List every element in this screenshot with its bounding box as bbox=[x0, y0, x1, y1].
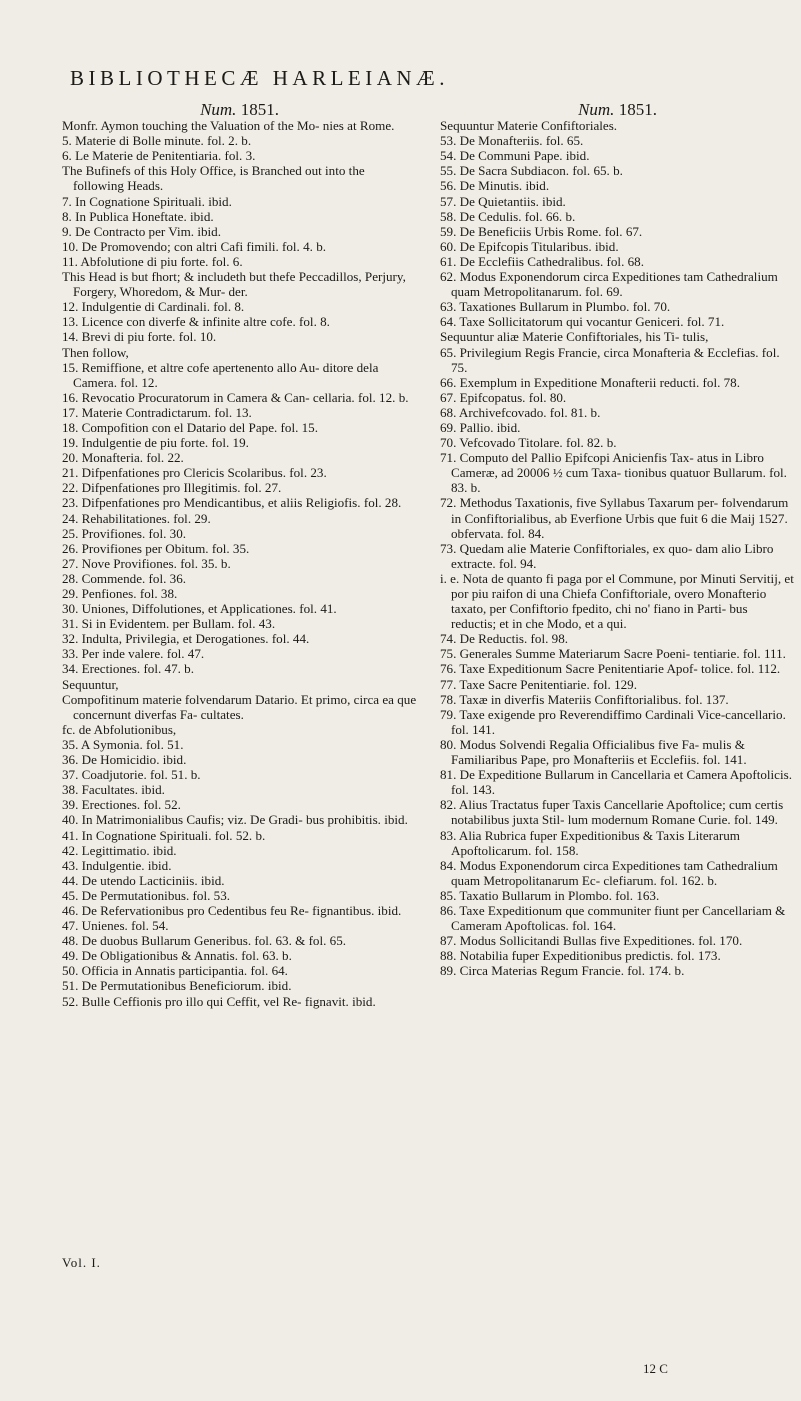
list-item: 64. Taxe Sollicitatorum qui vocantur Geniceri. fol. 71. bbox=[440, 314, 725, 330]
list-item: 13. Licence con diverfe & infinite altre cofe. fol. 8. bbox=[62, 314, 330, 330]
list-item: 81. De Expeditione Bullarum in Cancellaria et Camera Apoftolicis. fol. 143. bbox=[440, 767, 792, 798]
list-item: 5. Materie di Bolle minute. fol. 2. b. bbox=[62, 133, 252, 149]
list-item: 35. A Symonia. fol. 51. bbox=[62, 736, 184, 752]
list-item: 62. Modus Exponendorum circa Expeditiones tam Cathedralium quam Metropolitanarum. fol. 69. bbox=[440, 269, 778, 300]
list-item: 23. Difpenfationes pro Mendicantibus, et aliis Religiofis. fol. 28. bbox=[62, 495, 402, 511]
list-item: 67. Epifcopatus. fol. 80. bbox=[440, 389, 567, 405]
list-item: 27. Nove Provifiones. fol. 35. b. bbox=[62, 555, 231, 571]
list-item: 83. Alia Rubrica fuper Expeditionibus & Taxis Literarum Apoftolicarum. fol. 158. bbox=[440, 827, 740, 858]
list-item: 58. De Cedulis. fol. 66. b. bbox=[440, 208, 576, 224]
list-item: Compofitinum materie folvendarum Datario. Et primo, circa ea que concernunt diverfas Fa- cultates. bbox=[62, 691, 417, 722]
list-item: 88. Notabilia fuper Expeditionibus predictis. fol. 173. bbox=[440, 948, 721, 964]
list-item: 69. Pallio. ibid. bbox=[440, 419, 521, 435]
list-item: 7. In Cognatione Spirituali. ibid. bbox=[62, 193, 232, 209]
list-item: 16. Revocatio Procuratorum in Camera & Can- cellaria. fol. 12. b. bbox=[62, 389, 409, 405]
list-item: The Bufinefs of this Holy Office, is Branched out into the following Heads. bbox=[62, 163, 365, 194]
list-item: 22. Difpenfationes pro Illegitimis. fol. 27. bbox=[62, 480, 282, 496]
list-item: 85. Taxatio Bullarum in Plombo. fol. 163. bbox=[440, 887, 660, 903]
list-item: 89. Circa Materias Regum Francie. fol. 174. b. bbox=[440, 963, 685, 979]
list-item: 28. Commende. fol. 36. bbox=[62, 570, 187, 586]
list-item: 43. Indulgentie. ibid. bbox=[62, 857, 172, 873]
list-item: 38. Facultates. ibid. bbox=[62, 782, 165, 798]
list-item: This Head is but fhort; & includeth but thefe Peccadillos, Perjury, Forgery, Whoredom, & Mur- der. bbox=[62, 269, 406, 300]
list-item: 57. De Quietantiis. ibid. bbox=[440, 193, 566, 209]
list-item: 25. Provifiones. fol. 30. bbox=[62, 525, 187, 541]
list-item: 86. Taxe Expeditionum que communiter fiunt per Cancellariam & Cameram Apoftolicas. fol. 164. bbox=[440, 902, 786, 934]
list-item: 14. Brevi di piu forte. fol. 10. bbox=[62, 329, 217, 345]
list-item: 71. Computo del Pallio Epifcopi Anicienfis Tax- atus in Libro Cameræ, ad 20006 ½ cum Taxa- tionibus quatuor Bullarum. fol. 83. b. bbox=[440, 450, 787, 496]
list-item: Sequuntur Materie Confiftoriales. bbox=[440, 118, 618, 134]
list-item: 77. Taxe Sacre Penitentiarie. fol. 129. bbox=[440, 676, 638, 692]
list-item: 73. Quedam alie Materie Confiftoriales, ex quo- dam alio Libro extracte. fol. 94. bbox=[440, 540, 774, 571]
list-item: 21. Difpenfationes pro Clericis Scolaribus. fol. 23. bbox=[62, 465, 327, 481]
list-item: 30. Uniones, Diffolutiones, et Applicationes. fol. 41. bbox=[62, 601, 337, 617]
list-item: 17. Materie Contradictarum. fol. 13. bbox=[62, 404, 252, 420]
title-number: 1851. bbox=[240, 100, 279, 119]
left-entries bbox=[62, 118, 417, 1009]
signature-mark: 12 C bbox=[643, 1361, 668, 1376]
list-item: 33. Per inde valere. fol. 47. bbox=[62, 646, 205, 662]
list-item: 15. Remiffione, et altre cofe apertenento allo Au- ditore dela Camera. fol. 12. bbox=[62, 359, 379, 390]
list-item: 52. Bulle Ceffionis pro illo qui Ceffit, vel Re- fignavit. ibid. bbox=[62, 993, 376, 1009]
list-item: 41. In Cognatione Spirituali. fol. 52. b. bbox=[62, 827, 266, 843]
list-item: 55. De Sacra Subdiacon. fol. 65. b. bbox=[440, 163, 623, 179]
list-item: 70. Vefcovado Titolare. fol. 82. b. bbox=[440, 435, 617, 451]
running-head: BIBLIOTHECÆ HARLEIANÆ. bbox=[70, 66, 449, 90]
list-item: 32. Indulta, Privilegia, et Derogationes. fol. 44. bbox=[62, 631, 310, 647]
list-item: 48. De duobus Bullarum Generibus. fol. 63. & fol. 65. bbox=[62, 933, 347, 949]
list-item: 47. Unienes. fol. 54. bbox=[62, 918, 169, 934]
list-item: 84. Modus Exponendorum circa Expeditiones tam Cathedralium quam Metropolitanarum Ec- clefiarum. fol. 162. b. bbox=[440, 857, 778, 888]
right-entries bbox=[440, 118, 795, 978]
title-number: 1851. bbox=[618, 100, 657, 119]
list-item: 50. Officia in Annatis participantia. fol. 64. bbox=[62, 963, 288, 979]
right-column-title bbox=[440, 102, 795, 117]
list-item: 76. Taxe Expeditionum Sacre Penitentiarie Apof- tolice. fol. 112. bbox=[440, 661, 781, 677]
list-item: 78. Taxæ in diverfis Materiis Confiftorialibus. fol. 137. bbox=[440, 691, 729, 707]
title-prefix: Num. bbox=[578, 100, 615, 119]
list-item: 42. Legittimatio. ibid. bbox=[62, 842, 177, 858]
list-item: 61. De Ecclefiis Cathedralibus. fol. 68. bbox=[440, 253, 644, 269]
list-item: 45. De Permutationibus. fol. 53. bbox=[62, 887, 231, 903]
volume-label: Vol. I. bbox=[62, 1255, 101, 1270]
list-item: 10. De Promovendo; con altri Cafi fimili. fol. 4. b. bbox=[62, 238, 327, 254]
list-item: 60. De Epifcopis Titularibus. ibid. bbox=[440, 238, 619, 254]
list-item: Then follow, bbox=[62, 344, 129, 360]
list-item: 56. De Minutis. ibid. bbox=[440, 178, 550, 194]
list-item: 40. In Matrimonialibus Caufis; viz. De Gradi- bus prohibitis. ibid. bbox=[62, 812, 408, 828]
list-item: 34. Erectiones. fol. 47. b. bbox=[62, 661, 194, 677]
list-item: Sequuntur, bbox=[62, 676, 119, 692]
list-item: fc. de Abfolutionibus, bbox=[62, 721, 177, 737]
list-item: 49. De Obligationibus & Annatis. fol. 63. b. bbox=[62, 948, 292, 964]
list-item: 18. Compofition con el Datario del Pape. fol. 15. bbox=[62, 419, 319, 435]
list-item: 75. Generales Summe Materiarum Sacre Poeni- tentiarie. fol. 111. bbox=[440, 646, 786, 662]
list-item: 79. Taxe exigende pro Reverendiffimo Cardinali Vice-cancellario. fol. 141. bbox=[440, 706, 786, 737]
list-item: Sequuntur aliæ Materie Confiftoriales, his Ti- tulis, bbox=[440, 329, 709, 345]
list-item: 29. Penfiones. fol. 38. bbox=[62, 586, 178, 601]
list-item: 24. Rehabilitationes. fol. 29. bbox=[62, 510, 211, 526]
list-item: 87. Modus Sollicitandi Bullas five Expeditiones. fol. 170. bbox=[440, 933, 743, 949]
list-item: 36. De Homicidio. ibid. bbox=[62, 752, 187, 768]
list-item: 65. Privilegium Regis Francie, circa Monafteria & Ecclefias. fol. 75. bbox=[440, 344, 780, 375]
list-item: i. e. Nota de quanto fi paga por el Commune, por Minuti Servitij, et por piu raifon di una Chiefa Confiftoriale, overo Monafterio taxato, per Confiftorio fpedito, chi no' fiano in Parti- bus reductis; et in che Modo, et a qui. bbox=[440, 570, 794, 632]
list-item: 44. De utendo Lacticiniis. ibid. bbox=[62, 872, 225, 888]
list-item: 26. Provifiones per Obitum. fol. 35. bbox=[62, 540, 250, 556]
list-item: 63. Taxationes Bullarum in Plumbo. fol. 70. bbox=[440, 299, 671, 315]
right-column bbox=[440, 102, 795, 978]
list-item: 46. De Refervationibus pro Cedentibus feu Re- fignantibus. ibid. bbox=[62, 902, 402, 918]
list-item: 51. De Permutationibus Beneficiorum. ibid. bbox=[62, 978, 292, 994]
list-item: 11. Abfolutione di piu forte. fol. 6. bbox=[62, 253, 243, 269]
list-item: 59. De Beneficiis Urbis Rome. fol. 67. bbox=[440, 223, 643, 239]
list-item: 6. Le Materie de Penitentiaria. fol. 3. bbox=[62, 148, 256, 164]
list-item: 12. Indulgentie di Cardinali. fol. 8. bbox=[62, 299, 245, 315]
list-item: 20. Monafteria. fol. 22. bbox=[62, 450, 184, 466]
left-column-title bbox=[62, 102, 417, 117]
list-item: 54. De Communi Pape. ibid. bbox=[440, 148, 590, 164]
left-column bbox=[62, 102, 417, 1009]
list-item: 66. Exemplum in Expeditione Monafterii reducti. fol. 78. bbox=[440, 374, 740, 390]
list-item: 8. In Publica Honeftate. ibid. bbox=[62, 208, 214, 224]
list-item: 37. Coadjutorie. fol. 51. b. bbox=[62, 767, 201, 783]
list-item: 72. Methodus Taxationis, five Syllabus Taxarum per- folvendarum in Confiftorialibus, ab Everfione Urbis que fuit 6 die Maij 1527. obfervata. fol. 84. bbox=[440, 495, 789, 541]
list-item: 68. Archivefcovado. fol. 81. b. bbox=[440, 404, 601, 420]
list-item: 39. Erectiones. fol. 52. bbox=[62, 797, 181, 813]
list-item: Monfr. Aymon touching the Valuation of the Mo- nies at Rome. bbox=[62, 118, 395, 134]
title-prefix: Num. bbox=[200, 100, 237, 119]
list-item: 80. Modus Solvendi Regalia Officialibus five Fa- mulis & Familiaribus Pape, pro Monafteriis et Ecclefiis. fol. 141. bbox=[440, 736, 747, 768]
list-item: 74. De Reductis. fol. 98. bbox=[440, 631, 569, 647]
list-item: 31. Si in Evidentem. per Bullam. fol. 43. bbox=[62, 616, 276, 632]
list-item: 9. De Contracto per Vim. ibid. bbox=[62, 223, 221, 239]
list-item: 53. De Monafteriis. fol. 65. bbox=[440, 133, 584, 149]
list-item: 82. Alius Tractatus fuper Taxis Cancellarie Apoftolice; cum certis notabilibus juxta Stil- lum modernum Romane Curie. fol. 149. bbox=[440, 797, 784, 828]
list-item: 19. Indulgentie de piu forte. fol. 19. bbox=[62, 435, 249, 451]
